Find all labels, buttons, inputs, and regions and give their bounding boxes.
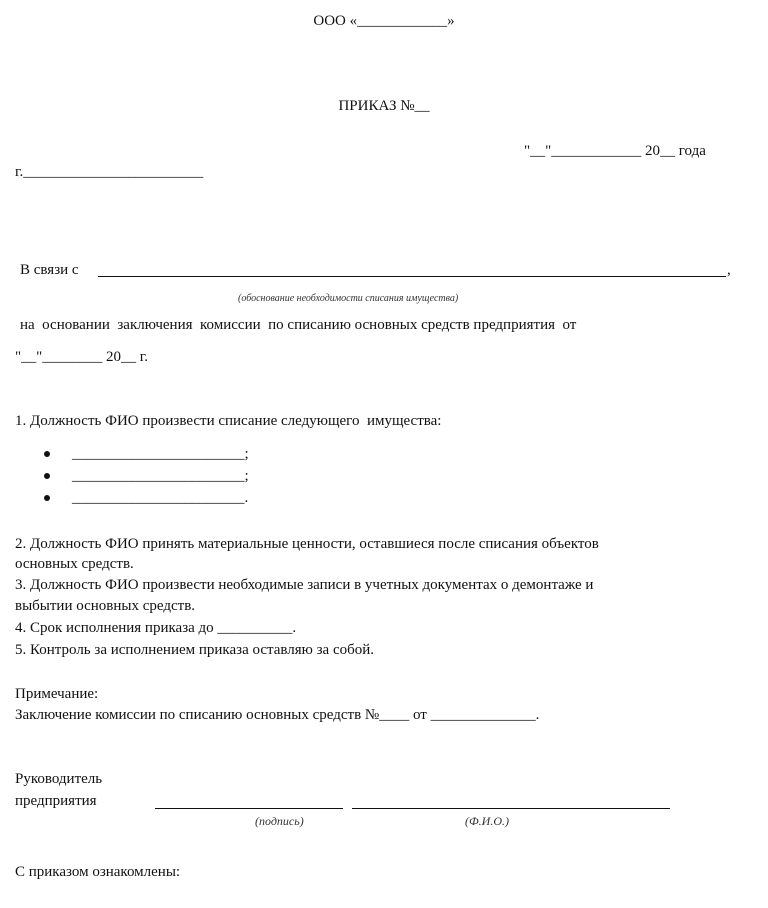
item-5: 5. Контроль за исполнением приказа оставляю за собой.	[15, 642, 375, 658]
acquainted-label: С приказом ознакомлены:	[15, 864, 181, 880]
reason-hint: (обоснование необходимости списания имущества)	[238, 293, 459, 304]
bullet-marker	[44, 495, 50, 501]
note-text: Заключение комиссии по списанию основных средств №____ от ______________.	[15, 707, 540, 723]
organization-name: ООО «____________»	[313, 13, 455, 29]
bullet-marker	[44, 473, 50, 479]
head-title-line-1: Руководитель	[15, 771, 103, 787]
reason-end: ,	[727, 262, 731, 278]
signature-line	[155, 808, 343, 809]
item-2-line-1: 2. Должность ФИО принять материальные ценности, оставшиеся после списания объектов	[15, 536, 599, 552]
signature-hint: (подпись)	[255, 814, 304, 828]
order-date: "__"____________ 20__ года	[524, 143, 706, 159]
document-title: ПРИКАЗ №__	[338, 98, 430, 114]
reason-prefix: В связи с	[20, 262, 79, 278]
basis-line: на основании заключения комиссии по списанию основных средств предприятия от	[20, 317, 577, 333]
note-label: Примечание:	[15, 686, 99, 702]
basis-date: "__"________ 20__ г.	[15, 349, 148, 365]
bullet-item: _______________________;	[72, 446, 249, 462]
bullet-marker	[44, 451, 50, 457]
fio-line	[352, 808, 670, 809]
item-1: 1. Должность ФИО произвести списание следующего имущества:	[15, 413, 442, 429]
reason-blank-line	[98, 276, 726, 277]
item-3-line-1: 3. Должность ФИО произвести необходимые записи в учетных документах о демонтаже и	[15, 577, 594, 593]
head-title-line-2: предприятия	[15, 793, 97, 809]
order-city: г.________________________	[15, 164, 204, 180]
item-3-line-2: выбытии основных средств.	[15, 598, 196, 614]
fio-hint: (Ф.И.О.)	[465, 814, 509, 828]
item-2-line-2: основных средств.	[15, 556, 134, 572]
item-4: 4. Срок исполнения приказа до __________.	[15, 620, 297, 636]
bullet-item: _______________________;	[72, 468, 249, 484]
bullet-item: _______________________.	[72, 490, 249, 506]
